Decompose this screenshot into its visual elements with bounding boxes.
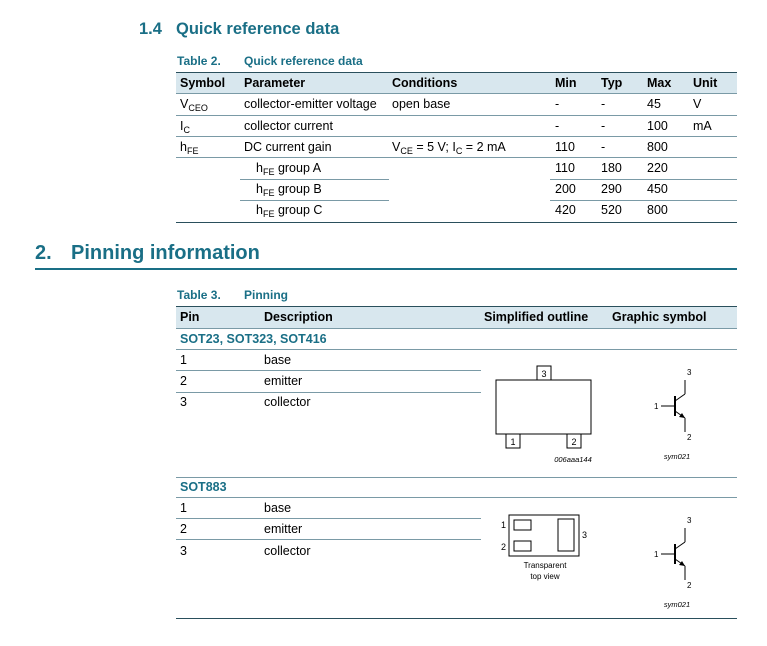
description-cell: emitter (264, 522, 303, 536)
col-header-symbol: Graphic symbol (612, 310, 707, 324)
min-cell: 420 (555, 203, 576, 217)
pin-label: 2 (571, 437, 577, 447)
max-cell: 450 (647, 182, 668, 196)
pin-label: 2 (687, 581, 692, 590)
col-header-description: Description (264, 310, 333, 324)
row-divider (176, 518, 481, 519)
col-header-symbol: Symbol (180, 76, 226, 90)
col-header-typ: Typ (601, 76, 623, 90)
unit-cell: V (693, 97, 702, 111)
table-title: Pinning (244, 288, 288, 302)
pin-cell: 1 (180, 353, 187, 367)
table-bottom-rule (176, 618, 737, 619)
pin-label: 3 (541, 369, 547, 379)
description-cell: base (264, 501, 292, 515)
section-title: Pinning information (71, 242, 260, 264)
row-divider (176, 349, 737, 350)
row-divider (176, 392, 481, 393)
row-divider (176, 157, 737, 158)
row-divider (176, 136, 737, 137)
transistor-symbol (645, 512, 705, 612)
conditions-cell: open base (392, 97, 451, 111)
row-divider (176, 477, 737, 478)
package-body (496, 380, 591, 434)
symbol-cell: $V_{CEO}$ (180, 97, 208, 113)
pin-label: 3 (582, 530, 588, 540)
pin-pad (514, 520, 531, 530)
pin-label: 2 (501, 542, 507, 552)
table-2-caption (177, 54, 363, 68)
row-divider (176, 328, 737, 329)
parameter-cell: $h_{FE}$ group A (256, 161, 322, 177)
table-title: Quick reference data (244, 54, 363, 68)
outline-caption: top view (530, 572, 560, 581)
row-divider (176, 539, 481, 540)
min-cell: - (555, 97, 560, 111)
description-cell: collector (264, 544, 311, 558)
typ-cell: - (601, 119, 606, 133)
typ-cell: - (601, 97, 606, 111)
section-number: 1.4 (139, 20, 162, 38)
package-group-heading: SOT883 (180, 480, 227, 494)
pin-label: 1 (654, 402, 659, 411)
max-cell: 100 (647, 119, 668, 133)
table-3-caption (177, 288, 288, 302)
parameter-cell: $h_{FE}$ group C (256, 203, 323, 219)
max-cell: 800 (647, 203, 668, 217)
pin-pad (558, 519, 574, 551)
pin-cell: 2 (180, 522, 187, 536)
min-cell: 110 (555, 161, 575, 175)
outline-caption: Transparent (523, 561, 567, 570)
symbol-cell: $I_C$ (180, 119, 190, 135)
parameter-cell: collector-emitter voltage (244, 97, 377, 111)
typ-cell: 290 (601, 182, 622, 196)
collector-line (675, 394, 685, 401)
description-cell: emitter (264, 374, 303, 388)
min-cell: 200 (555, 182, 576, 196)
pin-label: 1 (510, 437, 516, 447)
parameter-cell: collector current (244, 119, 333, 133)
table-label: Table 3. (177, 288, 221, 302)
emitter-arrow (679, 561, 685, 566)
max-cell: 45 (647, 97, 661, 111)
row-divider (240, 200, 389, 201)
symbol-code: sym021 (663, 600, 691, 609)
pin-cell: 1 (180, 501, 187, 515)
section-heading-1-4 (139, 20, 339, 39)
sot883-outline-diagram (495, 510, 595, 586)
table-bottom-rule (176, 222, 737, 223)
pin-cell: 3 (180, 544, 187, 558)
row-divider (176, 93, 737, 94)
col-header-unit: Unit (693, 76, 718, 90)
col-header-max: Max (647, 76, 672, 90)
pin-label: 1 (501, 520, 507, 530)
drawing-code: 006aaa144 (554, 455, 592, 464)
row-divider (176, 115, 737, 116)
pin-label: 3 (687, 368, 692, 377)
col-header-pin: Pin (180, 310, 200, 324)
row-divider (176, 497, 737, 498)
pin-cell: 2 (180, 374, 187, 388)
description-cell: collector (264, 395, 311, 409)
pin-pad (514, 541, 531, 551)
parameter-cell: $h_{FE}$ group B (256, 182, 322, 198)
row-divider (176, 370, 481, 371)
parameter-cell: DC current gain (244, 140, 332, 154)
section-heading-2 (35, 242, 260, 265)
row-divider (550, 200, 737, 201)
col-header-parameter: Parameter (244, 76, 306, 90)
package-group-heading: SOT23, SOT323, SOT416 (180, 332, 327, 346)
typ-cell: - (601, 140, 606, 154)
section-number: 2. (35, 242, 52, 264)
sot23-outline-diagram (485, 362, 600, 470)
min-cell: - (555, 119, 560, 133)
typ-cell: 180 (601, 161, 622, 175)
symbol-cell: $h_{FE}$ (180, 140, 199, 156)
description-cell: base (264, 353, 292, 367)
emitter-arrow (679, 413, 685, 418)
pin-cell: 3 (180, 395, 187, 409)
unit-cell: mA (693, 119, 712, 133)
col-header-conditions: Conditions (392, 76, 458, 90)
max-cell: 800 (647, 140, 668, 154)
typ-cell: 520 (601, 203, 622, 217)
col-header-outline: Simplified outline (484, 310, 589, 324)
conditions-cell: $V_{CE} = 5$ V; $I_C = 2$ mA (392, 140, 506, 156)
transistor-symbol (645, 364, 705, 464)
collector-line (675, 542, 685, 549)
col-header-min: Min (555, 76, 577, 90)
symbol-code: sym021 (663, 452, 691, 461)
row-divider (550, 179, 737, 180)
section-title: Quick reference data (176, 20, 340, 38)
min-cell: 110 (555, 140, 575, 154)
pin-label: 2 (687, 433, 692, 442)
pin-label: 1 (654, 550, 659, 559)
row-divider (240, 179, 389, 180)
max-cell: 220 (647, 161, 668, 175)
pin-label: 3 (687, 516, 692, 525)
table-label: Table 2. (177, 54, 221, 68)
section-rule (35, 268, 737, 270)
